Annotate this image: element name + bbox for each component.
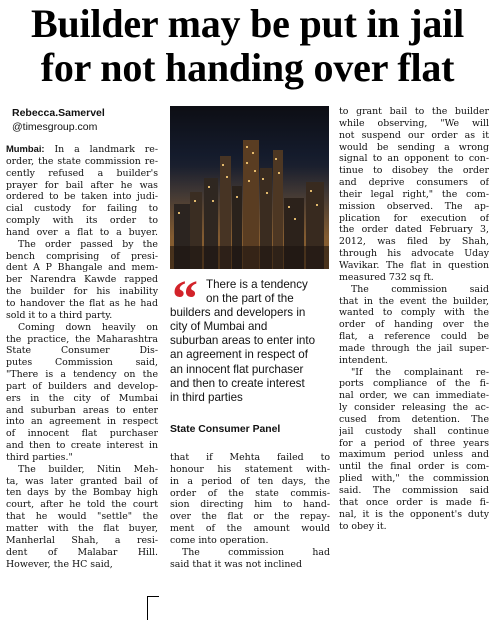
text-line — [6, 464, 158, 476]
text-line-content: ber Narendra Kawde rapped — [6, 274, 158, 286]
text-line — [6, 345, 158, 357]
text-line — [339, 153, 489, 165]
text-line — [339, 355, 489, 367]
text-line — [6, 369, 158, 381]
text-line — [6, 452, 158, 464]
text-line-content: Wavikar. The flat in question — [339, 259, 489, 271]
text-line — [6, 334, 158, 346]
text-line-content: flat, a reference could be — [339, 331, 489, 343]
text-line — [339, 118, 489, 130]
text-line — [339, 331, 489, 343]
pull-quote-line: city of Mumbai and — [170, 320, 268, 334]
text-line — [6, 487, 158, 499]
text-line — [339, 213, 489, 225]
byline-author: Rebecca.Samervel — [12, 107, 105, 119]
text-line-content: Coming down heavily on — [18, 321, 158, 333]
text-line-content: signal to an opponent to con- — [339, 153, 489, 165]
text-line-content: mission observed. The ap- — [339, 200, 489, 212]
text-line — [6, 535, 158, 547]
text-line-content: ment of the amount would — [170, 523, 330, 535]
text-line — [170, 452, 330, 464]
text-line — [170, 547, 330, 559]
quote-mark-icon: “ — [172, 271, 198, 328]
text-line — [339, 449, 489, 461]
pull-quote-line: and then to create interest — [170, 376, 305, 390]
text-line — [339, 414, 489, 426]
text-line — [170, 499, 330, 511]
text-line — [339, 130, 489, 142]
text-line-content: the order dated February 3, — [339, 224, 489, 236]
text-line — [6, 262, 158, 274]
text-line-content: maximum period unless and — [339, 449, 489, 461]
text-line-content: prayer for bail after he was — [6, 179, 158, 191]
dateline: Mumbai: — [6, 143, 45, 154]
article-column-3 — [339, 106, 489, 532]
text-line-content: tinue to disobey the order — [339, 165, 489, 177]
text-line — [339, 307, 489, 319]
text-line — [339, 426, 489, 438]
text-line — [339, 485, 489, 497]
text-line-content: sold it to a third party. — [6, 309, 113, 321]
text-line — [6, 180, 158, 192]
text-line-content: order of handing over the — [339, 319, 489, 331]
text-line — [339, 177, 489, 189]
text-line-content: would be sending a wrong — [339, 141, 489, 153]
text-line-content: into an agreement in respect — [6, 416, 158, 428]
text-line-content: third parties." — [6, 451, 73, 463]
text-line-content: nal, it is the opponent's duty — [339, 508, 489, 520]
text-line — [339, 438, 489, 450]
text-line — [6, 239, 158, 251]
text-line — [6, 322, 158, 334]
text-line-content: 2012, was filed by Shah, — [339, 236, 489, 248]
text-line-content: and suburban areas to enter — [6, 404, 158, 416]
text-line — [6, 227, 158, 239]
text-line — [339, 106, 489, 118]
text-line-content: plication for execution of — [339, 212, 489, 224]
text-line-content: to handover the flat as he had — [6, 297, 158, 309]
text-line — [6, 215, 158, 227]
city-skyline-photo — [170, 106, 329, 269]
text-line-content: ly consider releasing the ac- — [339, 402, 489, 414]
text-line-content: in a period of ten days, the — [170, 475, 330, 487]
text-line-content: ten days by the Bombay high — [6, 487, 158, 499]
headline — [6, 2, 489, 90]
pull-quote — [170, 271, 330, 405]
text-line — [339, 284, 489, 296]
text-line — [6, 511, 158, 523]
text-line-content: ers in the city of Mumbai — [6, 392, 158, 404]
text-line — [339, 473, 489, 485]
text-line-content: comply with its order to — [6, 215, 158, 227]
text-line — [339, 509, 489, 521]
pull-quote-line: an agreement in respect of — [170, 348, 308, 362]
text-line-content: matter with the flat buyer, — [6, 523, 158, 534]
text-line — [6, 381, 158, 393]
text-line-content: bench comprising of presi- — [6, 250, 158, 262]
text-line — [339, 378, 489, 390]
text-line-content: The order passed by the — [18, 238, 158, 250]
text-line-content: "If the complainant re- — [351, 366, 489, 378]
text-line-content: honour his statement with- — [170, 463, 330, 475]
text-line — [6, 405, 158, 417]
text-line-content: said. The commission said — [339, 485, 489, 496]
text-line — [6, 476, 158, 488]
text-line-content: measured 732 sq ft. — [339, 271, 434, 283]
text-line — [339, 497, 489, 509]
pull-quote-line: an innocent flat purchaser — [170, 362, 304, 376]
text-line-content: dent of Malabar Hill. — [6, 546, 158, 558]
text-line-content: through his advocate Uday — [339, 248, 489, 260]
text-line — [170, 488, 330, 500]
headline-line-1: Builder may be put in jail — [30, 1, 465, 46]
text-line — [339, 521, 489, 533]
text-line-content: hand over a flat to a buyer. — [6, 226, 158, 238]
text-line — [339, 319, 489, 331]
text-line — [6, 523, 158, 535]
text-line-content: to grant bail to the builder — [339, 106, 489, 117]
text-line-content: State Consumer Dis- — [6, 345, 158, 357]
crop-corner-mark — [147, 596, 159, 620]
text-line — [339, 272, 489, 284]
text-line — [339, 402, 489, 414]
text-line — [6, 547, 158, 559]
text-line-content: of innocent flat purchaser — [6, 428, 158, 440]
text-line — [339, 461, 489, 473]
text-line-content: In a landmark re- — [44, 144, 158, 155]
text-line — [339, 248, 489, 260]
text-line — [170, 464, 330, 476]
text-line-content: to obey it. — [339, 520, 387, 532]
text-line — [170, 559, 330, 571]
text-line-content: made through the jail super- — [339, 342, 489, 354]
text-line — [339, 165, 489, 177]
text-line — [6, 203, 158, 215]
headline-line-2: for not handing over flat — [40, 45, 455, 90]
text-line-content: putes Commission said, — [6, 357, 158, 369]
text-line-content: Manherlal Shah, a resi- — [6, 534, 158, 546]
text-line — [6, 416, 158, 428]
text-line — [339, 390, 489, 402]
text-line — [6, 393, 158, 405]
text-line-content: nal order, we can immediate- — [339, 390, 489, 402]
text-line — [6, 559, 158, 571]
text-line — [6, 286, 158, 298]
text-line — [339, 236, 489, 248]
text-line — [170, 535, 330, 547]
skyline-illustration — [170, 106, 329, 269]
text-line — [6, 357, 158, 369]
text-line-content: The commission had — [182, 546, 330, 558]
text-line-content: not suspend our order as it — [339, 129, 489, 141]
text-line-content: cently refused a builder's — [6, 167, 158, 179]
text-line-content: intendent. — [339, 354, 388, 366]
text-line — [339, 224, 489, 236]
article-column-2 — [170, 452, 330, 570]
text-line-content: while observing, "We will — [339, 117, 489, 129]
text-line — [6, 191, 158, 203]
text-line-content: said that it was not inclined — [170, 558, 302, 570]
text-line-content: for a period of three years — [339, 437, 489, 449]
text-line — [339, 260, 489, 272]
text-line — [6, 499, 158, 511]
pull-quote-line: builders and developers in — [170, 306, 306, 320]
text-line — [339, 343, 489, 355]
text-line — [339, 296, 489, 308]
text-line — [6, 310, 158, 322]
article-column-1 — [6, 143, 158, 570]
text-line-content: the builder for his inability — [6, 286, 158, 298]
text-line-content: order of the state commis- — [170, 487, 330, 499]
text-line-content: that in the event the builder, — [339, 295, 489, 307]
pull-quote-line: There is a tendency — [206, 278, 308, 291]
text-line-content: court, after he told the court — [6, 499, 158, 511]
text-line — [170, 511, 330, 523]
text-line — [339, 189, 489, 201]
text-line — [339, 201, 489, 213]
text-line-content: The commission said — [351, 283, 489, 295]
text-line-content: come into operation. — [170, 534, 269, 546]
byline — [12, 106, 162, 134]
text-line-content: order, the state commission re- — [6, 155, 158, 167]
text-line-content: ta, was later granted bail of — [6, 475, 158, 487]
text-line — [6, 274, 158, 286]
text-line-content: and deprive consumers of — [339, 177, 489, 189]
text-line-content: cial custody for failing to — [6, 203, 158, 215]
text-line — [6, 143, 158, 156]
text-line-content: over the flat or the repay- — [170, 511, 330, 523]
text-line-content: and then to create interest in — [6, 440, 158, 452]
text-line-content: that once order is made fi- — [339, 496, 489, 508]
text-line-content: sion directing him to hand- — [170, 499, 330, 511]
text-line-content: wanted to comply with the — [339, 307, 489, 319]
text-line — [6, 168, 158, 180]
text-line-content: part of builders and develop- — [6, 380, 158, 392]
pull-quote-line: in third parties — [170, 390, 243, 404]
text-line-content: However, the HC said, — [6, 558, 113, 570]
text-line — [6, 428, 158, 440]
text-line-content: until the final order is com- — [339, 461, 489, 473]
text-line-content: dent A P Bhangale and mem- — [6, 262, 158, 274]
text-line — [6, 156, 158, 168]
text-line — [339, 142, 489, 154]
text-line-content: "There is a tendency on the — [6, 369, 158, 381]
text-line-content: that if Mehta failed to — [170, 452, 330, 463]
text-line — [339, 367, 489, 379]
text-line — [170, 523, 330, 535]
text-line-content: their legal right," the com- — [339, 188, 489, 200]
text-line-content: ordered to be taken into judi- — [6, 191, 158, 203]
text-line-content: that he would "settle" the — [6, 511, 158, 523]
text-line — [6, 251, 158, 263]
text-line-content: plied with," the commission — [339, 473, 489, 485]
text-line — [170, 476, 330, 488]
pull-quote-source: State Consumer Panel — [170, 424, 281, 435]
text-line — [6, 440, 158, 452]
text-line-content: the practice, the Maharashtra — [6, 333, 158, 345]
byline-email: @timesgroup.com — [12, 121, 98, 133]
pull-quote-line: on the part of the — [206, 292, 294, 306]
text-line-content: jail custody shall continue — [339, 425, 489, 437]
text-line-content: cused from detention. The — [339, 413, 489, 425]
pull-quote-line: suburban areas to enter into — [170, 334, 316, 348]
text-line — [6, 298, 158, 310]
text-line-content: The builder, Nitin Meh- — [18, 463, 158, 475]
text-line-content: ports compliance of the fi- — [339, 378, 489, 390]
